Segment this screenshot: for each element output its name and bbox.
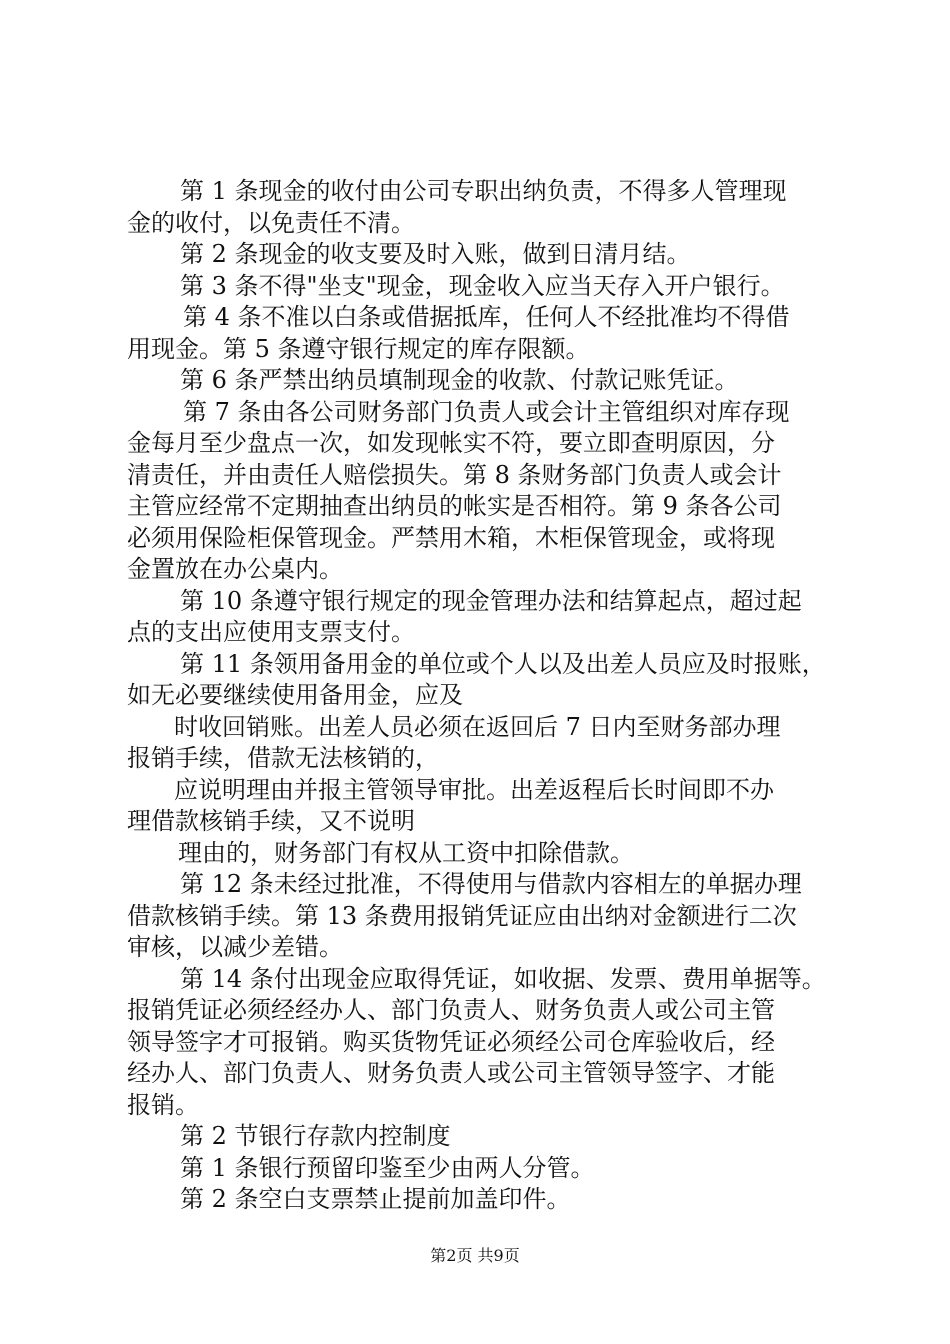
text-line: 第 14 条付出现金应取得凭证，如收据、发票、费用单据等。	[180, 964, 826, 993]
text-line: 第 4 条不准以白条或借据抵库，任何人不经批准均不得借	[183, 303, 790, 331]
text-line: 如无必要继续使用备用金，应及	[127, 681, 463, 709]
text-line: 第 2 条空白支票禁止提前加盖印件。	[180, 1185, 571, 1213]
text-line: 报销凭证必须经经办人、部门负责人、财务负责人或公司主管	[127, 996, 775, 1024]
text-line: 理借款核销手续，又不说明	[127, 807, 415, 835]
text-line: 必须用保险柜保管现金。严禁用木箱，木柜保管现金，或将现	[127, 523, 775, 552]
text-line: 领导签字才可报销。购买货物凭证必须经公司仓库验收后，经	[127, 1027, 775, 1056]
text-line: 第 2 条现金的收支要及时入账，做到日清月结。	[180, 240, 691, 268]
text-line: 第 11 条领用备用金的单位或个人以及出差人员应及时报账，	[180, 649, 826, 678]
text-line: 报销。	[127, 1090, 199, 1119]
text-line: 第 10 条遵守银行规定的现金管理办法和结算起点，超过起	[180, 586, 802, 615]
text-line: 经办人、部门负责人、财务负责人或公司主管领导签字、才能	[127, 1059, 775, 1087]
text-line: 第 12 条未经过批准，不得使用与借款内容相左的单据办理	[180, 870, 802, 898]
text-line: 借款核销手续。第 13 条费用报销凭证应由出纳对金额进行二次	[127, 901, 797, 930]
text-line: 第 6 条严禁出纳员填制现金的收款、付款记账凭证。	[180, 366, 739, 394]
text-line: 清责任，并由责任人赔偿损失。第 8 条财务部门负责人或会计	[127, 460, 782, 489]
text-line: 用现金。第 5 条遵守银行规定的库存限额。	[127, 334, 590, 363]
text-line: 理由的，财务部门有权从工资中扣除借款。	[178, 838, 634, 867]
text-line: 第 7 条由各公司财务部门负责人或会计主管组织对库存现	[183, 397, 790, 426]
text-line: 金每月至少盘点一次，如发现帐实不符，要立即查明原因，分	[127, 429, 775, 457]
text-line: 点的支出应使用支票支付。	[127, 618, 415, 646]
text-line: 金的收付，以免责任不清。	[127, 208, 415, 237]
text-line: 金置放在办公桌内。	[127, 555, 343, 583]
text-line: 第 1 条银行预留印鉴至少由两人分管。	[180, 1153, 595, 1182]
section-heading: 第 2 节银行存款内控制度	[180, 1122, 451, 1150]
text-line: 报销手续，借款无法核销的，	[127, 744, 439, 772]
text-line: 时收回销账。出差人员必须在返回后 7 日内至财务部办理	[174, 712, 781, 741]
text-line: 审核，以减少差错。	[127, 933, 343, 961]
text-line: 第 1 条现金的收付由公司专职出纳负责，不得多人管理现	[180, 177, 787, 205]
text-line: 第 3 条不得"坐支"现金，现金收入应当天存入开户银行。	[180, 271, 785, 300]
document-body	[127, 176, 833, 1216]
text-line: 应说明理由并报主管领导审批。出差返程后长时间即不办	[174, 775, 774, 804]
text-line: 主管应经常不定期抽查出纳员的帐实是否相符。第 9 条各公司	[127, 492, 782, 520]
page-footer: 第2页 共9页	[430, 1246, 520, 1265]
